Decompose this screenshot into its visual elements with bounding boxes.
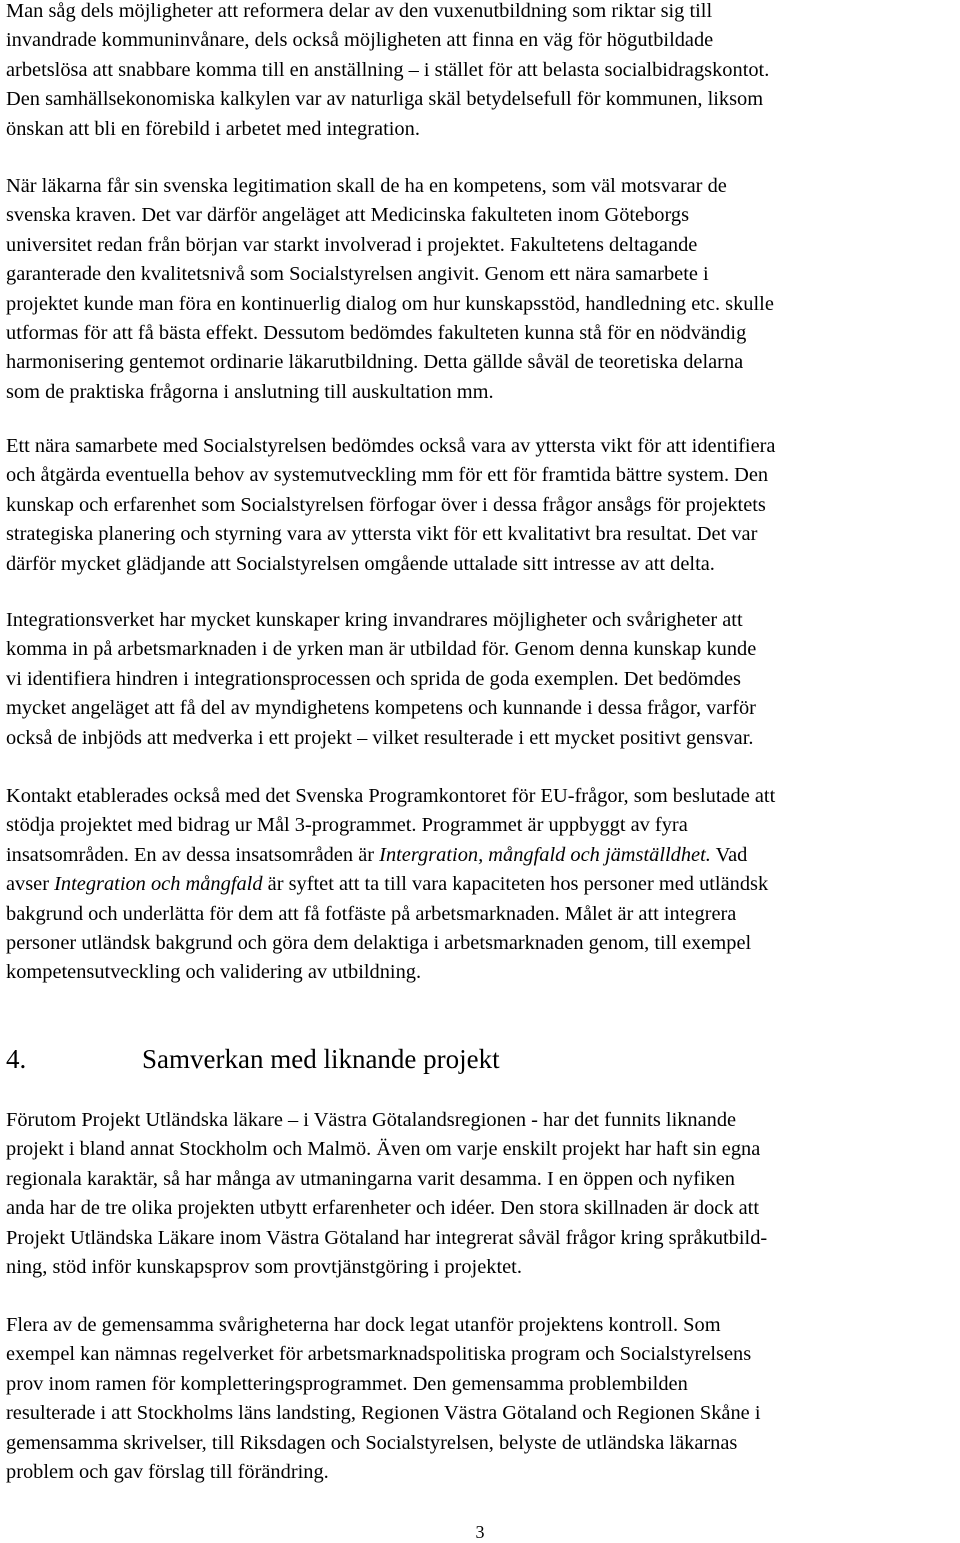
paragraph-line: bakgrund och underlätta för dem att få fotfäste på arbetsmarknaden. Målet är att integrera [6, 902, 737, 925]
italic-program-area: Intergration, mångfald och jämställdhet. [379, 843, 711, 866]
paragraph-line: projektet kunde man föra en kontinuerlig dialog om hur kunskapsstöd, handledning etc. skulle [6, 292, 774, 315]
section-number: 4. [6, 1044, 27, 1074]
paragraph-line: personer utländsk bakgrund och göra dem delaktiga i arbetsmarknaden genom, till exempel [6, 932, 752, 955]
paragraph-line: som de praktiska frågorna i anslutning till auskultation mm. [6, 380, 494, 403]
paragraph-line: svenska kraven. Det var därför angeläget att Medicinska fakulteten inom Göteborgs [6, 204, 690, 227]
paragraph-legitimation [6, 172, 774, 407]
section-heading [6, 1041, 500, 1077]
paragraph-line: Kontakt etablerades också med det Svenska Programkontoret för EU-frågor, som beslutade att [6, 785, 776, 807]
paragraph-line: stödja projektet med bidrag ur Mål 3-programmet. Programmet är uppbyggt av fyra [6, 814, 688, 837]
paragraph-line: harmonisering gentemot ordinarie läkarutbildning. Detta gällde såväl de teoretiska delarna [6, 351, 744, 374]
paragraph-line: Ett nära samarbete med Socialstyrelsen bedömdes också vara av yttersta vikt för att identifiera [6, 435, 776, 457]
paragraph-line: projekt i bland annat Stockholm och Malmö. Även om varje enskilt projekt har haft sin egna [6, 1138, 761, 1161]
text-run: avser [6, 873, 55, 896]
paragraph-line: regionala karaktär, så har många av utmaningarna varit desamma. I en öppen och nyfiken [6, 1167, 735, 1190]
paragraph-line: prov inom ramen för kompletteringsprogrammet. Den gemensamma problembilden [6, 1372, 688, 1395]
paragraph-line: exempel kan nämnas regelverket för arbetsmarknadspolitiska program och Socialstyrelsens [6, 1343, 752, 1366]
paragraph-line: kunskap och erfarenhet som Socialstyrelsen förfogar över i dessa frågor ansågs för projektets [6, 493, 766, 516]
paragraph-line: mycket angeläget att få del av myndighetens kompetens och kunnande i dessa frågor, varför [6, 697, 756, 720]
paragraph-line: utformas för att få bästa effekt. Dessutom bedömdes fakulteten kunna stå för en nödvändig [6, 322, 747, 345]
paragraph-programkontoret [6, 782, 775, 988]
paragraph-liknande-projekt [6, 1106, 767, 1282]
section-title: Samverkan med liknande projekt [142, 1044, 500, 1074]
paragraph-line: Den samhällsekonomiska kalkylen var av naturliga skäl betydelsefull för kommunen, liksom [6, 88, 764, 111]
paragraph-line: kompetensutveckling och validering av utbildning. [6, 961, 422, 984]
italic-program-subarea: Integration och mångfald [54, 873, 263, 896]
paragraph-line: Flera av de gemensamma svårigheterna har dock legat utanför projektens kontroll. Som [6, 1314, 721, 1336]
paragraph-line: Förutom Projekt Utländska läkare – i Västra Götalandsregionen - har det funnits liknande [6, 1109, 737, 1131]
text-run: insatsområden. En av dessa insatsområden är [6, 843, 380, 866]
paragraph-line: ning, stöd inför kunskapsprov som provtjänstgöring i projektet. [6, 1256, 522, 1279]
paragraph-line: gemensamma skrivelser, till Riksdagen och Socialstyrelsen, belyste de utländska läkarnas [6, 1431, 738, 1454]
paragraph-line: problem och gav förslag till förändring. [6, 1461, 329, 1484]
page-number: 3 [475, 1522, 485, 1542]
paragraph-line: arbetslösa att snabbare komma till en anställning – i stället för att belasta socialbidragskontot. [6, 58, 770, 81]
paragraph-line: därför mycket glädjande att Socialstyrelsen omgående uttalade sitt intresse av att delta. [6, 552, 715, 575]
paragraph-vuxenutbildning [6, 0, 769, 144]
text-run: är syftet att ta till vara kapaciteten hos personer med utländsk [262, 873, 769, 896]
paragraph-line-with-italic [6, 870, 775, 899]
paragraph-line: vi identifiera hindren i integrationsprocessen och sprida de goda exemplen. Det bedömdes [6, 667, 741, 690]
paragraph-gemensamma-svarigheter [6, 1311, 760, 1487]
paragraph-line: önskan att bli en förebild i arbetet med integration. [6, 117, 420, 140]
paragraph-line: Projekt Utländska Läkare inom Västra Götaland har integrerat såväl frågor kring språkutbild- [6, 1226, 768, 1249]
paragraph-line-with-italic [6, 841, 775, 870]
paragraph-line: Man såg dels möjligheter att reformera delar av den vuxenutbildning som riktar sig till [6, 0, 713, 22]
paragraph-line: anda har de tre olika projekten utbytt erfarenheter och idéer. Den stora skillnaden är dock att [6, 1197, 760, 1220]
paragraph-line: När läkarna får sin svenska legitimation skall de ha en kompetens, som väl motsvarar de [6, 175, 727, 197]
paragraph-line: strategiska planering och styrning vara av yttersta vikt för ett kvalitativt bra resultat. Det var [6, 523, 758, 546]
paragraph-line: Integrationsverket har mycket kunskaper kring invandrares möjligheter och svårigheter att [6, 609, 743, 631]
paragraph-line: garanterade den kvalitetsnivå som Socialstyrelsen angivit. Genom ett nära samarbete i [6, 263, 709, 286]
paragraph-line: komma in på arbetsmarknaden i de yrken man är utbildad för. Genom denna kunskap kunde [6, 638, 757, 661]
paragraph-line: och åtgärda eventuella behov av systemutveckling mm för ett för framtida bättre system. Den [6, 464, 769, 487]
text-run: Vad [710, 843, 748, 866]
paragraph-line: resulterade i att Stockholms läns landsting, Regionen Västra Götaland och Regionen Skåne i [6, 1402, 761, 1425]
paragraph-integrationsverket [6, 606, 756, 753]
paragraph-line: invandrade kommuninvånare, dels också möjligheten att finna en väg för högutbildade [6, 29, 714, 52]
paragraph-socialstyrelsen [6, 432, 775, 579]
paragraph-line: också de inbjöds att medverka i ett projekt – vilket resulterade i ett mycket positivt gensvar. [6, 726, 754, 749]
paragraph-line: universitet redan från början var starkt involverad i projektet. Fakultetens deltagande [6, 233, 698, 256]
